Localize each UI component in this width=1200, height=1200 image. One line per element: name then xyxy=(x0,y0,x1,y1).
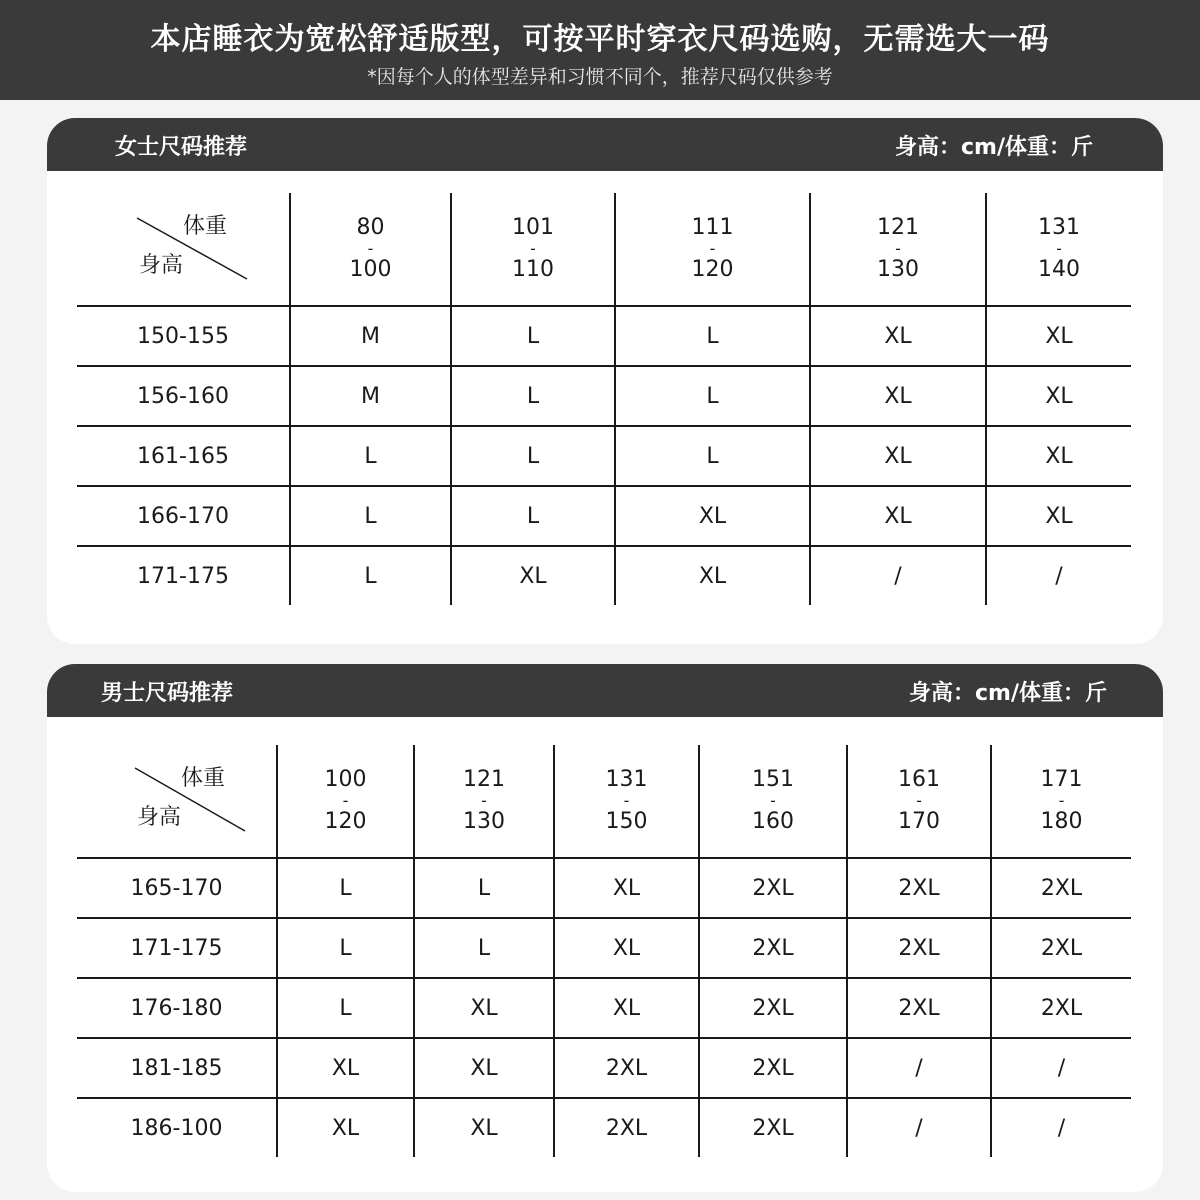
height-range-cell: 165-170 xyxy=(77,858,277,918)
weight-range-sep: - xyxy=(770,791,776,810)
men-weight-column-header xyxy=(277,745,414,858)
size-cell: L xyxy=(615,306,810,366)
size-cell: / xyxy=(847,1098,991,1157)
men-corner-cell xyxy=(77,745,277,858)
women-weight-column-header xyxy=(451,193,615,306)
men-card-title: 男士尺码推荐 xyxy=(101,681,234,706)
weight-range-to: 120 xyxy=(691,257,734,282)
size-cell: / xyxy=(847,1038,991,1098)
size-cell: XL xyxy=(810,486,986,546)
weight-range-to: 150 xyxy=(605,809,648,834)
men-weight-column-header xyxy=(699,745,847,858)
weight-range-sep: - xyxy=(623,791,630,810)
size-cell: L xyxy=(451,366,615,426)
size-cell: L xyxy=(414,918,554,978)
height-range-cell: 181-185 xyxy=(77,1038,277,1098)
weight-range-to: 110 xyxy=(512,257,554,282)
size-cell: L xyxy=(290,486,451,546)
weight-range-from: 131 xyxy=(1038,215,1080,240)
size-cell: XL xyxy=(810,306,986,366)
size-cell: 2XL xyxy=(699,978,847,1038)
women-card-header xyxy=(47,118,1163,171)
size-cell: 2XL xyxy=(847,978,991,1038)
men-weight-column-header xyxy=(414,745,554,858)
height-range-cell: 166-170 xyxy=(77,486,290,546)
weight-range-from: 121 xyxy=(877,215,919,240)
height-range-cell: 150-155 xyxy=(77,306,290,366)
corner-height-label: 身高 xyxy=(139,253,184,278)
women-weight-column-header xyxy=(290,193,451,306)
size-cell: XL xyxy=(810,426,986,486)
size-cell: / xyxy=(991,1098,1131,1157)
men-weight-column-header xyxy=(991,745,1131,858)
weight-range-to: 140 xyxy=(1038,257,1080,282)
weight-range-from: 111 xyxy=(691,215,734,240)
size-cell: XL xyxy=(986,366,1131,426)
size-cell: L xyxy=(615,426,810,486)
weight-range-to: 180 xyxy=(1040,809,1083,834)
women-weight-column-header xyxy=(615,193,810,306)
weight-range-sep: - xyxy=(709,239,716,258)
size-cell: XL xyxy=(810,366,986,426)
table-row xyxy=(77,918,1131,978)
size-cell: L xyxy=(290,426,451,486)
table-row xyxy=(77,858,1131,918)
table-row xyxy=(77,366,1131,426)
women-card-title: 女士尺码推荐 xyxy=(115,135,248,160)
size-cell: XL xyxy=(554,918,699,978)
size-cell: 2XL xyxy=(554,1098,699,1157)
size-cell: XL xyxy=(554,978,699,1038)
weight-range-sep: - xyxy=(367,239,374,258)
men-weight-column-header xyxy=(847,745,991,858)
women-header-row xyxy=(77,193,1131,306)
size-cell: XL xyxy=(451,546,615,605)
corner-weight-label: 体重 xyxy=(183,214,228,239)
size-cell: XL xyxy=(986,306,1131,366)
table-row xyxy=(77,486,1131,546)
size-cell: M xyxy=(290,306,451,366)
men-card-header xyxy=(47,664,1163,717)
weight-range-from: 80 xyxy=(356,215,385,240)
size-cell: 2XL xyxy=(991,978,1131,1038)
height-range-cell: 171-175 xyxy=(137,563,229,589)
size-cell: XL xyxy=(615,546,810,605)
size-cell: / xyxy=(810,546,986,605)
size-cell: L xyxy=(277,918,414,978)
weight-range-to: 130 xyxy=(877,257,919,282)
weight-range-from: 171 xyxy=(1040,767,1083,792)
weight-range-from: 131 xyxy=(605,767,648,792)
weight-range-to: 100 xyxy=(349,257,392,282)
men-size-table xyxy=(77,745,1131,1157)
size-cell: XL xyxy=(414,978,554,1038)
table-row xyxy=(77,1038,1131,1098)
corner-height-label: 身高 xyxy=(137,805,182,830)
size-cell: L xyxy=(615,366,810,426)
women-size-card xyxy=(47,118,1163,644)
top-banner xyxy=(0,0,1200,100)
size-cell: XL xyxy=(986,426,1131,486)
size-cell: XL xyxy=(277,1098,414,1157)
women-weight-column-header xyxy=(810,193,986,306)
table-row xyxy=(77,1098,1131,1157)
size-cell: 2XL xyxy=(847,918,991,978)
size-cell: 2XL xyxy=(699,918,847,978)
size-cell: / xyxy=(991,1038,1131,1098)
women-corner-cell xyxy=(77,193,290,306)
size-cell: L xyxy=(451,306,615,366)
height-range-cell: 186-100 xyxy=(130,1115,223,1141)
height-range-cell: 156-160 xyxy=(77,366,290,426)
weight-range-to: 160 xyxy=(752,809,794,834)
size-cell: 2XL xyxy=(554,1038,699,1098)
women-size-table xyxy=(77,193,1131,605)
men-unit-label: 身高：cm/体重：斤 xyxy=(908,681,1107,706)
men-weight-column-header xyxy=(554,745,699,858)
height-range-cell: 161-165 xyxy=(77,426,290,486)
size-cell: XL xyxy=(414,1038,554,1098)
weight-range-sep: - xyxy=(1058,791,1065,810)
weight-range-to: 130 xyxy=(463,809,505,834)
size-cell: 2XL xyxy=(699,1038,847,1098)
weight-range-from: 100 xyxy=(324,767,367,792)
men-size-card xyxy=(47,664,1163,1192)
weight-range-sep: - xyxy=(1056,239,1062,258)
size-cell: XL xyxy=(277,1038,414,1098)
banner-subtitle: *因每个人的体型差异和习惯不同个，推荐尺码仅供参考 xyxy=(367,66,833,88)
weight-range-to: 170 xyxy=(898,809,940,834)
weight-range-from: 161 xyxy=(898,767,940,792)
size-cell: L xyxy=(277,858,414,918)
table-row xyxy=(77,978,1131,1038)
height-range-cell: 176-180 xyxy=(77,978,277,1038)
weight-range-from: 151 xyxy=(752,767,794,792)
size-cell: XL xyxy=(554,858,699,918)
size-cell: L xyxy=(414,858,554,918)
size-cell: L xyxy=(277,978,414,1038)
size-cell: / xyxy=(986,546,1131,605)
weight-range-sep: - xyxy=(481,791,487,810)
height-range-cell: 171-175 xyxy=(77,918,277,978)
men-header-row xyxy=(77,745,1131,858)
women-weight-column-header xyxy=(986,193,1131,306)
size-cell: L xyxy=(451,486,615,546)
weight-range-sep: - xyxy=(530,239,536,258)
size-cell: 2XL xyxy=(699,858,847,918)
corner-weight-label: 体重 xyxy=(181,766,226,791)
banner-title: 本店睡衣为宽松舒适版型，可按平时穿衣尺码选购，无需选大一码 xyxy=(150,22,1050,57)
size-cell: XL xyxy=(414,1098,554,1157)
size-cell: M xyxy=(290,366,451,426)
weight-range-sep: - xyxy=(916,791,922,810)
size-cell: 2XL xyxy=(847,858,991,918)
weight-range-to: 120 xyxy=(324,809,367,834)
weight-range-sep: - xyxy=(895,239,901,258)
weight-range-from: 101 xyxy=(512,215,554,240)
table-row xyxy=(77,426,1131,486)
weight-range-sep: - xyxy=(342,791,349,810)
size-cell: 2XL xyxy=(699,1098,847,1157)
table-row xyxy=(77,306,1131,366)
table-row xyxy=(77,546,1131,605)
weight-range-from: 121 xyxy=(463,767,505,792)
size-cell: 2XL xyxy=(991,918,1131,978)
size-cell: L xyxy=(451,426,615,486)
size-cell: L xyxy=(290,546,451,605)
size-cell: 2XL xyxy=(991,858,1131,918)
size-cell: XL xyxy=(615,486,810,546)
size-cell: XL xyxy=(986,486,1131,546)
women-unit-label: 身高：cm/体重：斤 xyxy=(894,135,1093,160)
